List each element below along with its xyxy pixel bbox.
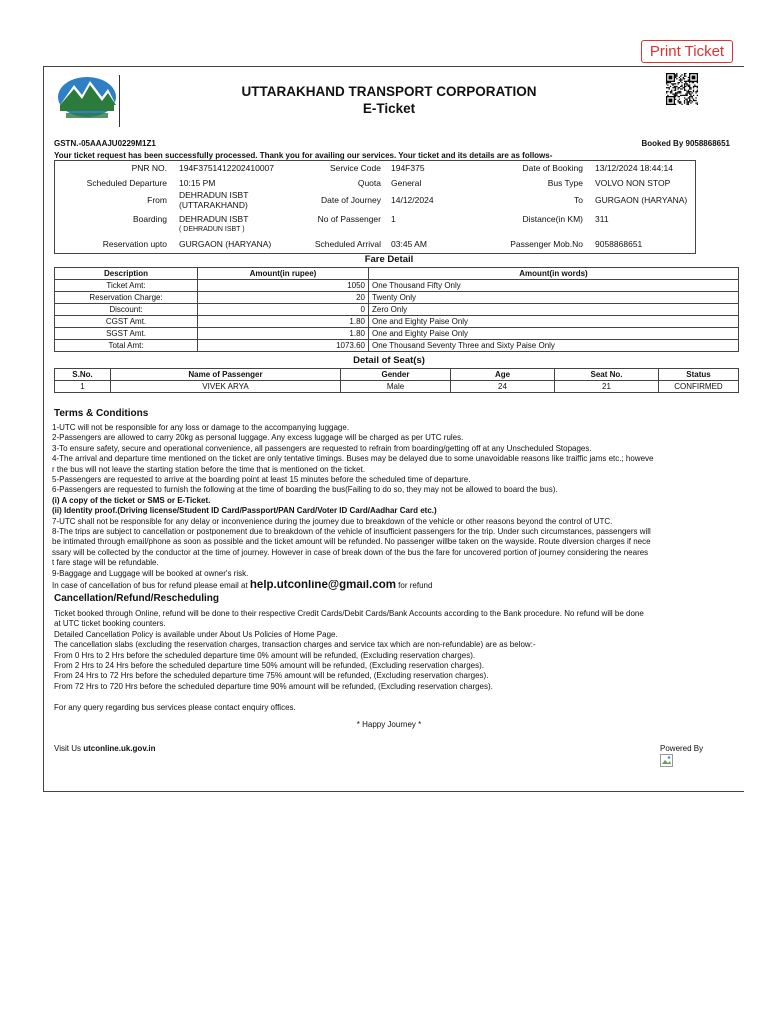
date-booking-value: 13/12/2024 18:44:14 bbox=[595, 163, 673, 173]
from-value: DEHRADUN ISBT bbox=[179, 190, 249, 200]
from-state: (UTTARAKHAND) bbox=[179, 200, 248, 210]
terms-line: ssary will be collected by the conductor at the time of journey. However in case of break down of the bus the fare for uncovered portion of journey considering the neares bbox=[52, 547, 649, 557]
fare-cell: 0 bbox=[198, 304, 369, 316]
terms-line: 6-Passengers are requested to furnish the following at the time of boarding the bus(Failing to do so, they may not be allowed to board the bus). bbox=[52, 485, 558, 495]
cancellation-list bbox=[54, 609, 742, 692]
fare-detail-title: Fare Detail bbox=[364, 254, 414, 265]
quota-label: Quota bbox=[357, 178, 381, 188]
fare-cell: Total Amt: bbox=[55, 340, 198, 352]
boarding-sub: ( DEHRADUN ISBT ) bbox=[179, 226, 245, 233]
fare-cell: Zero Only bbox=[369, 304, 739, 316]
powered-by: Powered By bbox=[660, 744, 704, 753]
doj-label: Date of Journey bbox=[320, 195, 381, 205]
seat-row bbox=[55, 381, 739, 393]
fare-cell: Reservation Charge: bbox=[55, 292, 198, 304]
terms-line: 4-The arrival and departure time mentioned on the ticket are only tentative timings. Buses may be delayed due to some unavoidable reasons like traiffic jams etc.; howeve bbox=[52, 454, 654, 464]
refund-email-line bbox=[52, 580, 742, 591]
refund-prefix: In case of cancellation of bus for refund please email at bbox=[52, 581, 250, 591]
boarding-value: DEHRADUN ISBT bbox=[179, 214, 249, 224]
fare-cell: Discount: bbox=[55, 304, 198, 316]
terms-line: (ii) Identity proof.(Driving license/Student ID Card/Passport/PAN Card/Voter ID Card/Aadhar Card etc.) bbox=[52, 506, 437, 516]
cancellation-title: Cancellation/Refund/Rescheduling bbox=[54, 593, 220, 604]
terms-line: 2-Passengers are allowed to carry 20kg as personal luggage. Any excess luggage will be charged as per UTC rules. bbox=[52, 433, 464, 443]
fare-cell: One and Eighty Paise Only bbox=[369, 316, 739, 328]
nop-label: No of Passenger bbox=[317, 214, 381, 224]
fare-cell: 1050 bbox=[198, 280, 369, 292]
visit-site-link[interactable]: utconline.uk.gov.in bbox=[83, 744, 156, 753]
cancellation-line: From 2 Hrs to 24 Hrs before the scheduled departure time 50% amount will be refunded, (Excluding reservation charges). bbox=[54, 661, 484, 671]
ticket-subtitle: E-Ticket bbox=[362, 101, 416, 116]
fare-header: Description bbox=[55, 268, 198, 280]
terms-line: 7-UTC shall not be responsible for any delay or inconvenience during the journey due to breakdown of the vehicle or other reasons beyond the control of UTC. bbox=[52, 516, 613, 526]
pnr-label: PNR NO. bbox=[131, 163, 167, 173]
seat-header: Gender bbox=[341, 369, 451, 381]
terms-line: (i) A copy of the ticket or SMS or E-Ticket. bbox=[52, 495, 211, 505]
bus-type-label: Bus Type bbox=[547, 178, 583, 188]
mob-label: Passenger Mob.No bbox=[510, 239, 583, 249]
terms-line: t fare stage will be refundable. bbox=[52, 558, 159, 568]
terms-line: 8-The trips are subject to cancellation or postponement due to breakdown of the vehicle of insufficient passengers for the trip. Under such circumstances, passengers will bbox=[52, 527, 651, 537]
terms-line: 3-To ensure safety, secure and operational convenience, all passengers are requested to refrain from boarding/getting off at any Unscheduled Stopages. bbox=[52, 443, 592, 453]
fare-cell: One and Eighty Paise Only bbox=[369, 328, 739, 340]
fare-cell: One Thousand Fifty Only bbox=[369, 280, 739, 292]
res-upto-value: GURGAON (HARYANA) bbox=[179, 239, 272, 249]
fare-row bbox=[55, 292, 739, 304]
service-code-label: Service Code bbox=[329, 163, 381, 173]
to-label: To bbox=[574, 195, 583, 205]
from-label: From bbox=[147, 195, 167, 205]
fare-header: Amount(in rupee) bbox=[198, 268, 369, 280]
cancellation-line: Ticket booked through Online, refund will be done to their respective Credit Cards/Debit Cards/Bank Accounts according to the Bank procedure. No refund will be done bbox=[54, 609, 644, 618]
pnr-value: 194F3751412202410007 bbox=[179, 163, 275, 173]
terms-list bbox=[52, 423, 742, 592]
date-booking-label: Date of Booking bbox=[522, 163, 583, 173]
res-upto-label: Reservation upto bbox=[102, 239, 167, 249]
seat-cell: 1 bbox=[55, 381, 111, 393]
cancellation-line: The cancellation slabs (excluding the reservation charges, transaction charges and service tax which are non-refundable) are as below:- bbox=[54, 640, 536, 650]
fare-row bbox=[55, 280, 739, 292]
fare-header: Amount(in words) bbox=[369, 268, 739, 280]
refund-suffix: for refund bbox=[395, 581, 433, 591]
qr-code bbox=[666, 73, 698, 129]
happy-journey: * Happy Journey * bbox=[356, 720, 422, 729]
seat-cell: CONFIRMED bbox=[659, 381, 739, 393]
seat-header: Name of Passenger bbox=[111, 369, 341, 381]
fare-row bbox=[55, 340, 739, 352]
visit-us bbox=[54, 744, 156, 753]
terms-line: 1-UTC will not be responsible for any loss or damage to the accompanying luggage. bbox=[52, 423, 350, 432]
to-value: GURGAON (HARYANA) bbox=[595, 195, 688, 205]
cancellation-line: Detailed Cancellation Policy is available under About Us Policies of Home Page. bbox=[54, 629, 338, 639]
fare-cell: 1073.60 bbox=[198, 340, 369, 352]
fare-cell: Ticket Amt: bbox=[55, 280, 198, 292]
fare-cell: 1.80 bbox=[198, 316, 369, 328]
nop-value: 1 bbox=[391, 214, 396, 224]
journey-info bbox=[54, 160, 696, 254]
cancellation-line: From 0 Hrs to 2 Hrs before the scheduled departure time 0% amount will be refunded, (Excluding reservation charges). bbox=[54, 650, 476, 660]
seat-cell: 21 bbox=[555, 381, 659, 393]
seat-cell: VIVEK ARYA bbox=[111, 381, 341, 393]
terms-title: Terms & Conditions bbox=[54, 408, 149, 419]
query-note: For any query regarding bus services please contact enquiry offices. bbox=[54, 703, 296, 712]
seat-header: S.No. bbox=[55, 369, 111, 381]
cancellation-line: From 24 Hrs to 72 Hrs before the scheduled departure time 75% amount will be refunded, (Excluding reservation charges). bbox=[54, 671, 489, 681]
visit-prefix: Visit Us bbox=[54, 744, 84, 753]
distance-label: Distance(in KM) bbox=[522, 214, 583, 224]
terms-line: 9-Baggage and Luggage will be booked at owner's risk. bbox=[52, 568, 249, 578]
fare-cell: SGST Amt. bbox=[55, 328, 198, 340]
bus-type-value: VOLVO NON STOP bbox=[595, 178, 671, 188]
seat-cell: 24 bbox=[451, 381, 555, 393]
fare-cell: Twenty Only bbox=[369, 292, 739, 304]
gstn: GSTN.-05AAAJU0229M1Z1 bbox=[54, 139, 156, 148]
terms-line: be intimated through email/phone as soon as possible and the ticket amount will be refunded. No passenger willbe taken on the wayside. Route diversion charges if nece bbox=[52, 537, 651, 547]
fare-row bbox=[55, 316, 739, 328]
service-code-value: 194F375 bbox=[391, 163, 425, 173]
success-message: Your ticket request has been successfully processed. Thank you for availing our services. Your ticket and its details are as follows- bbox=[54, 151, 553, 160]
terms-line: 5-Passengers are requested to arrive at the boarding point at least 15 minutes before the scheduled time of departure. bbox=[52, 475, 471, 485]
seat-table bbox=[54, 368, 739, 393]
fare-table bbox=[54, 267, 739, 352]
quota-value: General bbox=[391, 178, 422, 188]
sched-dep-value: 10:15 PM bbox=[179, 178, 216, 188]
sched-arr-label: Scheduled Arrival bbox=[314, 239, 381, 249]
fare-row bbox=[55, 304, 739, 316]
utc-logo bbox=[56, 75, 118, 125]
sched-dep-label: Scheduled Departure bbox=[86, 178, 167, 188]
corporation-title: UTTARAKHAND TRANSPORT CORPORATION bbox=[241, 84, 537, 99]
cancellation-line: at UTC ticket booking counters. bbox=[54, 619, 166, 629]
seat-cell: Male bbox=[341, 381, 451, 393]
seat-detail-title: Detail of Seat(s) bbox=[353, 355, 425, 366]
broken-image-icon bbox=[660, 754, 673, 767]
sched-arr-value: 03:45 AM bbox=[391, 239, 427, 249]
fare-cell: One Thousand Seventy Three and Sixty Paise Only bbox=[369, 340, 739, 352]
fare-cell: CGST Amt. bbox=[55, 316, 198, 328]
cancellation-line: From 72 Hrs to 720 Hrs before the scheduled departure time 90% amount will be refunded, (Excluding reservation charges). bbox=[54, 681, 493, 691]
e-ticket bbox=[43, 66, 744, 792]
seat-header: Status bbox=[659, 369, 739, 381]
terms-line: r the bus will not leave the starting station before the time that is mentioned on the ticket. bbox=[52, 464, 366, 474]
seat-header: Seat No. bbox=[555, 369, 659, 381]
booked-by: Booked By 9058868651 bbox=[641, 139, 730, 148]
distance-value: 311 bbox=[595, 214, 609, 224]
boarding-label: Boarding bbox=[132, 214, 167, 224]
fare-row bbox=[55, 328, 739, 340]
refund-email-link[interactable]: help.utconline@gmail.com bbox=[249, 580, 396, 592]
seat-header: Age bbox=[451, 369, 555, 381]
print-ticket-button[interactable]: Print Ticket bbox=[641, 40, 733, 63]
fare-cell: 1.80 bbox=[198, 328, 369, 340]
mob-value: 9058868651 bbox=[595, 239, 643, 249]
doj-value: 14/12/2024 bbox=[391, 195, 434, 205]
fare-cell: 20 bbox=[198, 292, 369, 304]
